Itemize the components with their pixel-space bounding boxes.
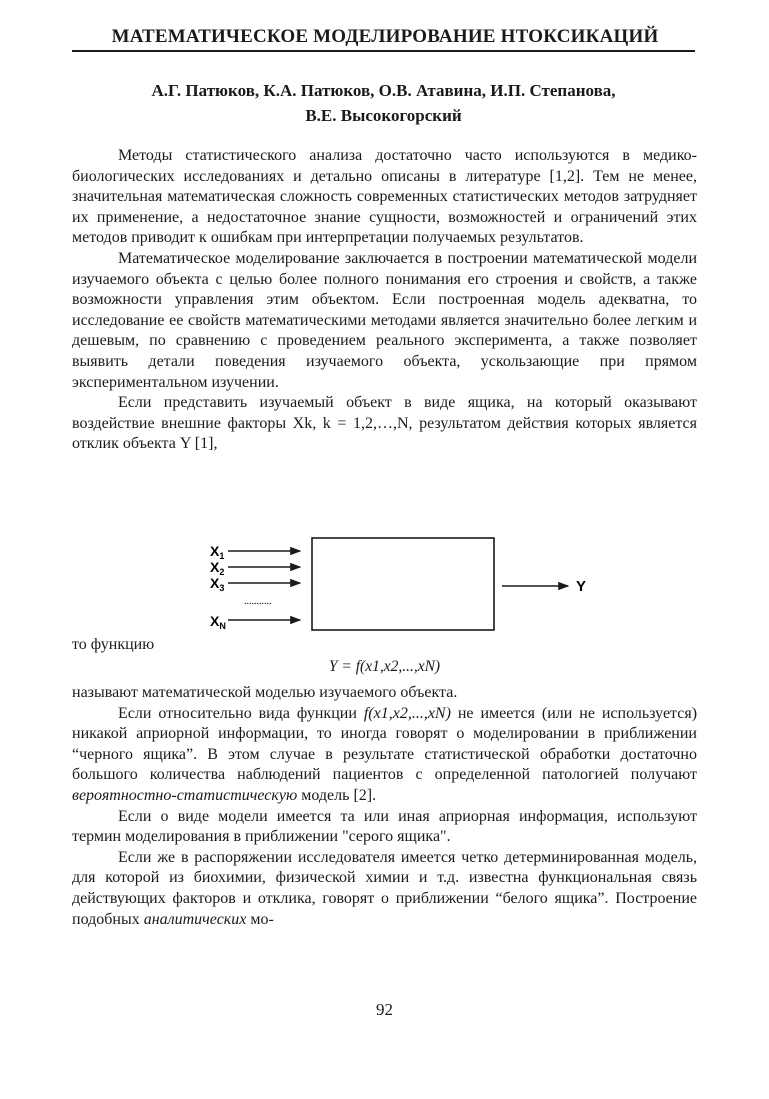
paragraph-6-part-1: Если относительно вида функции [118,704,357,722]
input-xn-sub: N [219,621,226,631]
formula-main [72,658,697,676]
input-x2-main: X [210,559,220,575]
header-rule [72,50,695,52]
input-x3-main: X [210,575,220,591]
input-x1-main: X [210,543,220,559]
page-number: 92 [376,1000,393,1019]
input-x3-sub: 3 [219,583,225,593]
paragraph-2: Математическое моделирование заключается в построении математической модели изучаемого объекта с целью более полного понимания его строения и свойств, а также возможности управления этим объектом. Если построенная модель адекватна, то исследование ее свойств математическими методами является значительно более легким и дешевым, по сравнению с проведением реального эксперимента, а также позволяет выявить детали поведения изучаемого объекта, ускользающие при прямом экспериментальном изучении. [72,249,697,391]
running-title: МАТЕМАТИЧЕСКОЕ МОДЕЛИРОВАНИЕ НТОКСИКАЦИЙ [111,26,659,47]
input-xn-main: X [210,613,220,629]
paragraph-8-part-2: мо- [250,910,274,928]
body-block-2 [72,635,697,656]
paragraph-6-part-3: модель [2]. [301,786,377,804]
paragraph-6-formula: f(x1,x2,...,xN) [363,704,451,722]
input-x1-sub: 1 [219,551,225,561]
paragraph-8-italic: аналитических [143,910,247,928]
paragraph-5: называют математической моделью изучаемого объекта. [72,684,458,701]
body-block-3 [72,683,697,930]
black-box-diagram [200,534,620,634]
input-label-x3 [210,575,224,593]
paragraph-6 [72,704,697,807]
paragraph-7: Если о виде модели имеется та или иная априорная информация, используют термин моделирования в приближении "серого ящика". [72,807,697,846]
output-label-y: Y [576,578,587,595]
paragraph-3: Если представить изучаемый объект в виде ящика, на который оказывают воздействие внешние факторы Xk, k = 1,2,…,N, результатом действия которых является отклик объекта Y [1], [72,394,697,453]
input-x2-sub: 2 [219,567,225,577]
body-block-1 [72,146,697,455]
black-box-svg [200,534,620,634]
paragraph-1: Методы статистического анализа достаточно часто используются в медико-биологических исследованиях и детально описаны в литературе [1,2]. Тем не менее, значительная математическая сложность современных статистических методов затрудняет их применение, а недостаточное знание сущности, возможностей и ограничений этих методов приводит к ошибкам при интерпретации получаемых результатов. [72,147,697,247]
authors [72,78,695,128]
object-box [312,538,494,630]
paragraph-8 [72,848,697,930]
paragraph-4: то функцию [72,636,155,653]
input-ellipsis: ........... [244,596,272,607]
paragraph-8-part-1: Если же в распоряжении исследователя имеется четко детерминированная модель, для которой из биохимии, физической химии и т.д. известна функциональная связь действующих факторов и отклика, говорят о приближении “белого ящика”. Построение подобных [72,848,697,928]
authors-line-2: В.Е. Высокогорский [305,106,462,125]
formula-text: Y = f(x1,x2,...,xN) [328,658,441,675]
paragraph-6-part-2: не имеется (или не используется) никакой априорной информации, то иногда говорят о моделировании в приближении “черного ящика”. В этом случае в результате статистической обработки достаточно большого количества наблюдений пациентов с определенной патологией получают [72,704,698,784]
paragraph-6-italic: вероятностно-статистическую [72,786,298,804]
input-label-xn [210,613,226,631]
authors-line-1: А.Г. Патюков, К.А. Патюков, О.В. Атавина, И.П. Степанова, [151,81,616,100]
